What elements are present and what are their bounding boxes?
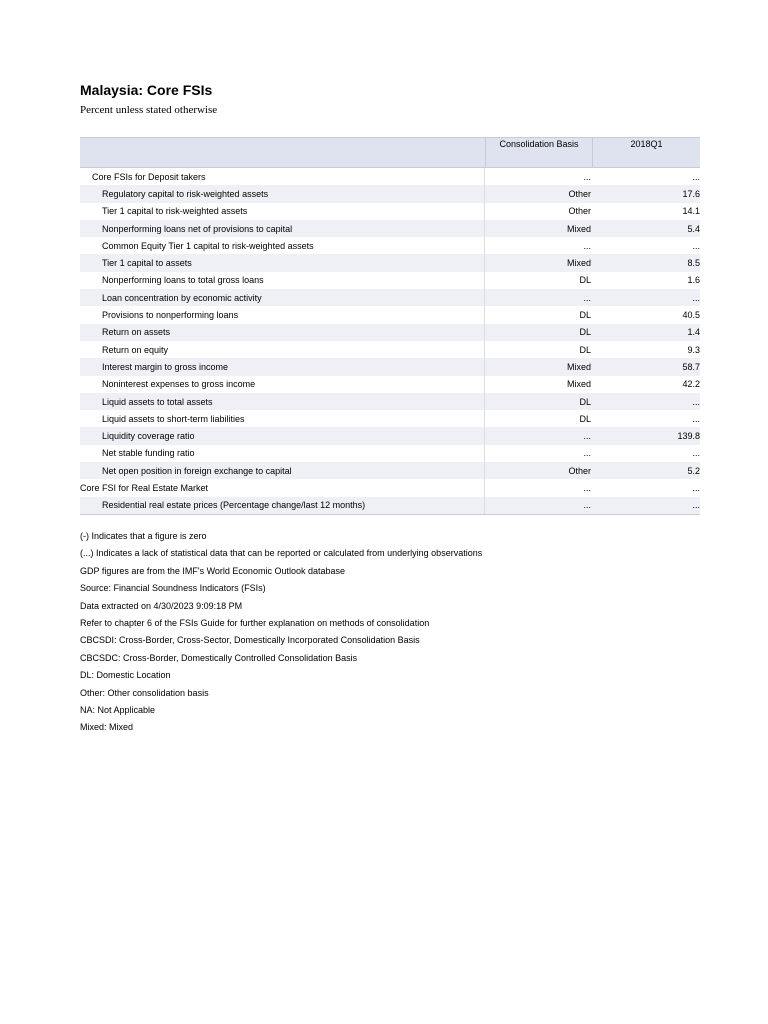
row-value: 9.3: [687, 344, 700, 355]
row-label: Nonperforming loans net of provisions to capital: [80, 220, 485, 237]
row-basis: ...: [583, 431, 591, 442]
row-value: 1.4: [687, 327, 700, 338]
row-value: 1.6: [687, 275, 700, 286]
row-label: Liquidity coverage ratio: [80, 427, 485, 444]
row-basis: DL: [579, 396, 591, 407]
table-header: [80, 137, 700, 168]
row-label: Tier 1 capital to assets: [80, 254, 485, 271]
row-basis: Mixed: [566, 258, 591, 269]
row-value: 58.7: [682, 361, 700, 372]
footnote-line: GDP figures are from the IMF's World Economic Outlook database: [80, 565, 345, 576]
page-subtitle: Percent unless stated otherwise: [80, 104, 218, 116]
page-title: Malaysia: Core FSIs: [80, 82, 213, 98]
table-row: [80, 324, 700, 341]
row-basis: Other: [568, 206, 591, 217]
table-row: [80, 168, 700, 185]
row-basis: Other: [568, 465, 591, 476]
footnote-line: CBCSDI: Cross-Border, Cross-Sector, Domestically Incorporated Consolidation Basis: [80, 635, 420, 646]
row-value: 8.5: [687, 258, 700, 269]
row-label: Tier 1 capital to risk-weighted assets: [80, 203, 485, 220]
row-basis: ...: [583, 240, 591, 251]
table-row: [80, 479, 700, 496]
footnote-line: Source: Financial Soundness Indicators (FSIs): [80, 583, 266, 594]
row-label: Core FSI for Real Estate Market: [80, 479, 485, 496]
row-basis: DL: [579, 327, 591, 338]
row-basis: DL: [579, 275, 591, 286]
row-basis: ...: [583, 171, 591, 182]
row-value: 17.6: [682, 188, 700, 199]
row-value: 5.4: [687, 223, 700, 234]
table-row: [80, 445, 700, 462]
row-label: Return on equity: [80, 341, 485, 358]
row-label: Regulatory capital to risk-weighted assets: [80, 185, 485, 202]
row-label: Interest margin to gross income: [80, 358, 485, 375]
row-value: ...: [692, 482, 700, 493]
row-basis: Mixed: [566, 223, 591, 234]
row-basis: ...: [583, 292, 591, 303]
table-row: [80, 185, 700, 202]
row-basis: Mixed: [566, 379, 591, 390]
table-row: [80, 341, 700, 358]
footnote-line: (...) Indicates a lack of statistical data that can be reported or calculated from underlying observations: [80, 548, 483, 559]
footnote-line: Data extracted on 4/30/2023 9:09:18 PM: [80, 600, 243, 611]
footnote-line: NA: Not Applicable: [80, 704, 156, 715]
table-row: [80, 220, 700, 237]
row-basis: ...: [583, 500, 591, 511]
row-value: ...: [692, 500, 700, 511]
table-row: [80, 237, 700, 254]
table-row: [80, 272, 700, 289]
table-row: [80, 289, 700, 306]
row-value: ...: [692, 292, 700, 303]
row-label: Net open position in foreign exchange to capital: [80, 462, 485, 479]
table-row: [80, 358, 700, 375]
table-row: [80, 306, 700, 323]
row-basis: Mixed: [566, 361, 591, 372]
footnote-line: CBCSDC: Cross-Border, Domestically Controlled Consolidation Basis: [80, 652, 358, 663]
table-row: [80, 376, 700, 393]
row-value: ...: [692, 240, 700, 251]
row-value: ...: [692, 396, 700, 407]
row-value: 42.2: [682, 379, 700, 390]
header-label-cell: [80, 138, 486, 167]
table-row: [80, 410, 700, 427]
footnote-line: Refer to chapter 6 of the FSIs Guide for further explanation on methods of consolidation: [80, 617, 430, 628]
table-row: [80, 497, 700, 515]
row-label: Nonperforming loans to total gross loans: [80, 272, 485, 289]
row-basis: DL: [579, 413, 591, 424]
header-period: 2018Q1: [630, 139, 663, 149]
footnote-line: (-) Indicates that a figure is zero: [80, 531, 207, 541]
row-value: 139.8: [677, 431, 700, 442]
fsi-table: [80, 137, 700, 515]
row-label: Noninterest expenses to gross income: [80, 376, 485, 393]
table-row: [80, 427, 700, 444]
row-value: ...: [692, 171, 700, 182]
row-value: ...: [692, 413, 700, 424]
footnote-line: DL: Domestic Location: [80, 670, 171, 681]
row-label: Provisions to nonperforming loans: [80, 306, 485, 323]
table-row: [80, 462, 700, 479]
row-basis: DL: [579, 344, 591, 355]
footnote-line: Mixed: Mixed: [80, 722, 134, 733]
table-body: [80, 168, 700, 515]
row-basis: DL: [579, 310, 591, 321]
row-label: Core FSIs for Deposit takers: [80, 168, 485, 185]
table-row: [80, 254, 700, 271]
row-label: Return on assets: [80, 324, 485, 341]
table-row: [80, 393, 700, 410]
row-label: Loan concentration by economic activity: [80, 289, 485, 306]
row-value: ...: [692, 448, 700, 459]
row-value: 14.1: [682, 206, 700, 217]
row-label: Common Equity Tier 1 capital to risk-weighted assets: [80, 237, 485, 254]
row-basis: ...: [583, 448, 591, 459]
row-label: Net stable funding ratio: [80, 445, 485, 462]
footnote-line: Other: Other consolidation basis: [80, 687, 209, 698]
row-value: 40.5: [682, 310, 700, 321]
row-label: Residential real estate prices (Percentage change/last 12 months): [80, 497, 485, 514]
row-label: Liquid assets to total assets: [80, 393, 485, 410]
footnotes: [80, 531, 482, 740]
row-basis: Other: [568, 188, 591, 199]
row-value: 5.2: [687, 465, 700, 476]
table-row: [80, 203, 700, 220]
row-basis: ...: [583, 482, 591, 493]
row-label: Liquid assets to short-term liabilities: [80, 410, 485, 427]
header-consolidation-basis: Consolidation Basis: [486, 138, 593, 167]
